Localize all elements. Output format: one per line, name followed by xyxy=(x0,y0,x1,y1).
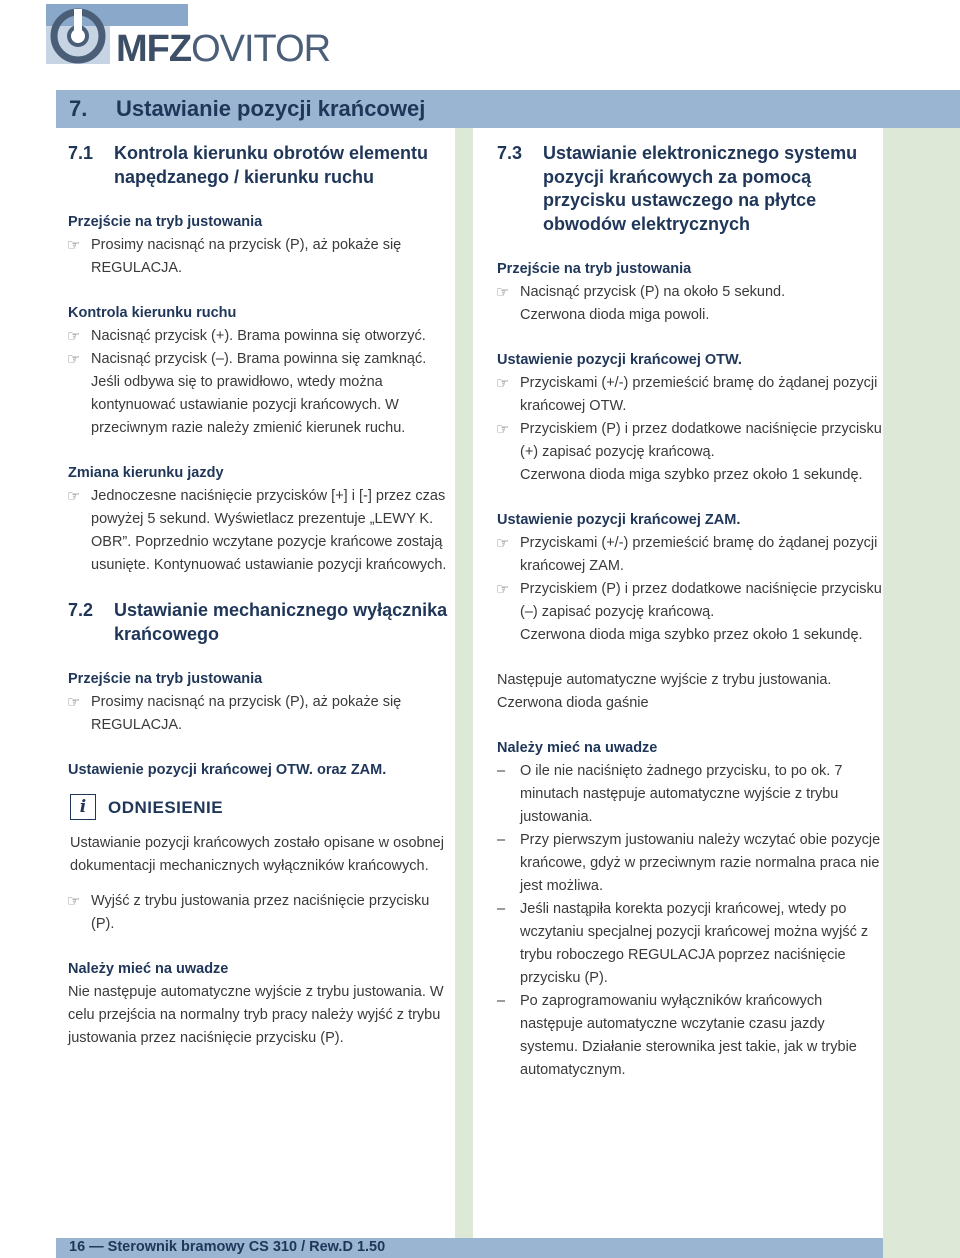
close-heading: Ustawienie pozycji krańcowej ZAM. xyxy=(497,512,741,528)
section-7-3-title: 7.3 Ustawianie elektronicznego systemu pozycji krańcowych za pomocą przycisku ustawczego na płytce obwodów elektrycznych xyxy=(497,143,858,234)
check-note: Jeśli odbywa się to prawidłowo, wtedy można kontynuować ustawianie pozycji krańcowych. W przeciwnym razie należy zmienić kierunek ruchu. xyxy=(91,374,406,436)
auto-exit-text: Następuje automatyczne wyjście z trybu justowania. xyxy=(497,672,832,688)
dash-marker: – xyxy=(497,763,506,779)
note-list-item: – Po zaprogramowaniu wyłączników krańcowych następuje automatyczne wczytanie czasu jazdy systemu. Działanie sterownika jest takie, jak w trybie automatycznym. xyxy=(497,990,882,1082)
instruction-item: ☞ Jednoczesne naciśnięcie przycisków [+] i [-] przez czas powyżej 5 sekund. Wyświetlacz prezentuje „LEWY K. OBR”. Poprzednio wczytane pozycje krańcowe zostają usunięte. Kontynuować ustawianie pozycji krańcowych. xyxy=(68,485,453,577)
mind-heading: Należy mieć na uwadze xyxy=(497,740,658,756)
mode-heading: Przejście na tryb justowania xyxy=(497,261,692,277)
brand-logo xyxy=(46,4,331,70)
auto-exit-text: Czerwona dioda gaśnie xyxy=(497,695,649,711)
instruction-item: ☞ Nacisnąć przycisk (P) na około 5 sekund. xyxy=(497,281,882,304)
pointing-hand-icon: ☞ xyxy=(67,351,81,368)
column-divider xyxy=(455,128,473,1258)
right-column xyxy=(497,142,882,1082)
instruction-item: ☞ Wyjść z trybu justowania przez naciśnięcie przycisku (P). xyxy=(68,890,453,936)
pointing-hand-icon: ☞ xyxy=(496,375,510,392)
pointing-hand-icon: ☞ xyxy=(496,284,510,301)
dash-marker: – xyxy=(497,993,506,1009)
set-heading: Ustawienie pozycji krańcowej OTW. oraz ZAM. xyxy=(68,762,387,778)
footer-text: 16 — Sterownik bramowy CS 310 / Rew.D 1.50 xyxy=(69,1239,386,1255)
instruction-item: ☞ Przyciskami (+/-) przemieścić bramę do żądanej pozycji krańcowej OTW. xyxy=(497,372,882,418)
instruction-item: ☞ Przyciskiem (P) i przez dodatkowe naciśnięcie przycisku (–) zapisać pozycję krańcową. xyxy=(497,578,882,624)
logo-text: MFZOVITOR xyxy=(116,28,331,70)
instruction-item: ☞ Przyciskiem (P) i przez dodatkowe naciśnięcie przycisku (+) zapisać pozycję krańcową. xyxy=(497,418,882,464)
instruction-item: ☞ Prosimy nacisnąć na przycisk (P), aż pokaże się REGULACJA. xyxy=(68,234,453,280)
mind-heading: Należy mieć na uwadze xyxy=(68,961,229,977)
check-heading: Kontrola kierunku ruchu xyxy=(68,305,237,321)
change-heading: Zmiana kierunku jazdy xyxy=(68,465,224,481)
reference-note-text: Ustawianie pozycji krańcowych zostało opisane w osobnej dokumentacji mechanicznych wyłączników krańcowych. xyxy=(70,835,444,874)
pointing-hand-icon: ☞ xyxy=(496,581,510,598)
dash-marker: – xyxy=(497,832,506,848)
logo-mark-icon xyxy=(48,6,108,66)
instruction-item: ☞ Przyciskami (+/-) przemieścić bramę do żądanej pozycji krańcowej ZAM. xyxy=(497,532,882,578)
pointing-hand-icon: ☞ xyxy=(67,237,81,254)
section-7-1-title: 7.1 Kontrola kierunku obrotów elementu napędzanego / kierunku ruchu xyxy=(68,143,429,187)
pointing-hand-icon: ☞ xyxy=(496,535,510,552)
mode-heading: Przejście na tryb justowania xyxy=(68,214,263,230)
note-list-item: – Przy pierwszym justowaniu należy wczytać obie pozycje krańcowe, gdyż w przeciwnym razie normalna praca nie jest możliwa. xyxy=(497,829,882,898)
reference-note-header: i ODNIESIENIE xyxy=(70,794,453,820)
note-list-item: – Jeśli nastąpiła korekta pozycji krańcowej, wtedy po wczytaniu specjalnej pozycji krańcowej można wyjść z trybu roboczego REGULACJA poprzez naciśnięcie przycisku (P). xyxy=(497,898,882,990)
instruction-item: ☞ Nacisnąć przycisk (+). Brama powinna się otworzyć. xyxy=(68,325,453,348)
note-list-item: – O ile nie naciśnięto żadnego przycisku, to po ok. 7 minutach następuje automatyczne wyjście z trybu justowania. xyxy=(497,760,882,829)
mind-text: Nie następuje automatyczne wyjście z trybu justowania. W celu przejścia na normalny tryb pracy należy wyjść z trybu justowania przez naciśnięcie przycisku (P). xyxy=(68,984,444,1046)
pointing-hand-icon: ☞ xyxy=(67,328,81,345)
dash-marker: – xyxy=(497,901,506,917)
chapter-title: 7. Ustawianie pozycji krańcowej xyxy=(69,96,426,121)
left-column xyxy=(68,142,453,1050)
pointing-hand-icon: ☞ xyxy=(67,893,81,910)
pointing-hand-icon: ☞ xyxy=(67,694,81,711)
pointing-hand-icon: ☞ xyxy=(496,421,510,438)
info-icon: i xyxy=(70,794,96,820)
instruction-item: ☞ Prosimy nacisnąć na przycisk (P), aż pokaże się REGULACJA. xyxy=(68,691,453,737)
instruction-continuation: Czerwona dioda miga szybko przez około 1 sekundę. xyxy=(520,467,863,483)
mode-heading: Przejście na tryb justowania xyxy=(68,671,263,687)
right-margin-band xyxy=(883,128,960,1258)
instruction-item: ☞ Nacisnąć przycisk (–). Brama powinna się zamknąć. xyxy=(68,348,453,371)
instruction-continuation: Czerwona dioda miga powoli. xyxy=(520,307,710,323)
instruction-continuation: Czerwona dioda miga szybko przez około 1 sekundę. xyxy=(520,627,863,643)
open-heading: Ustawienie pozycji krańcowej OTW. xyxy=(497,352,742,368)
section-7-2-title: 7.2 Ustawianie mechanicznego wyłącznika krańcowego xyxy=(68,600,448,644)
pointing-hand-icon: ☞ xyxy=(67,488,81,505)
